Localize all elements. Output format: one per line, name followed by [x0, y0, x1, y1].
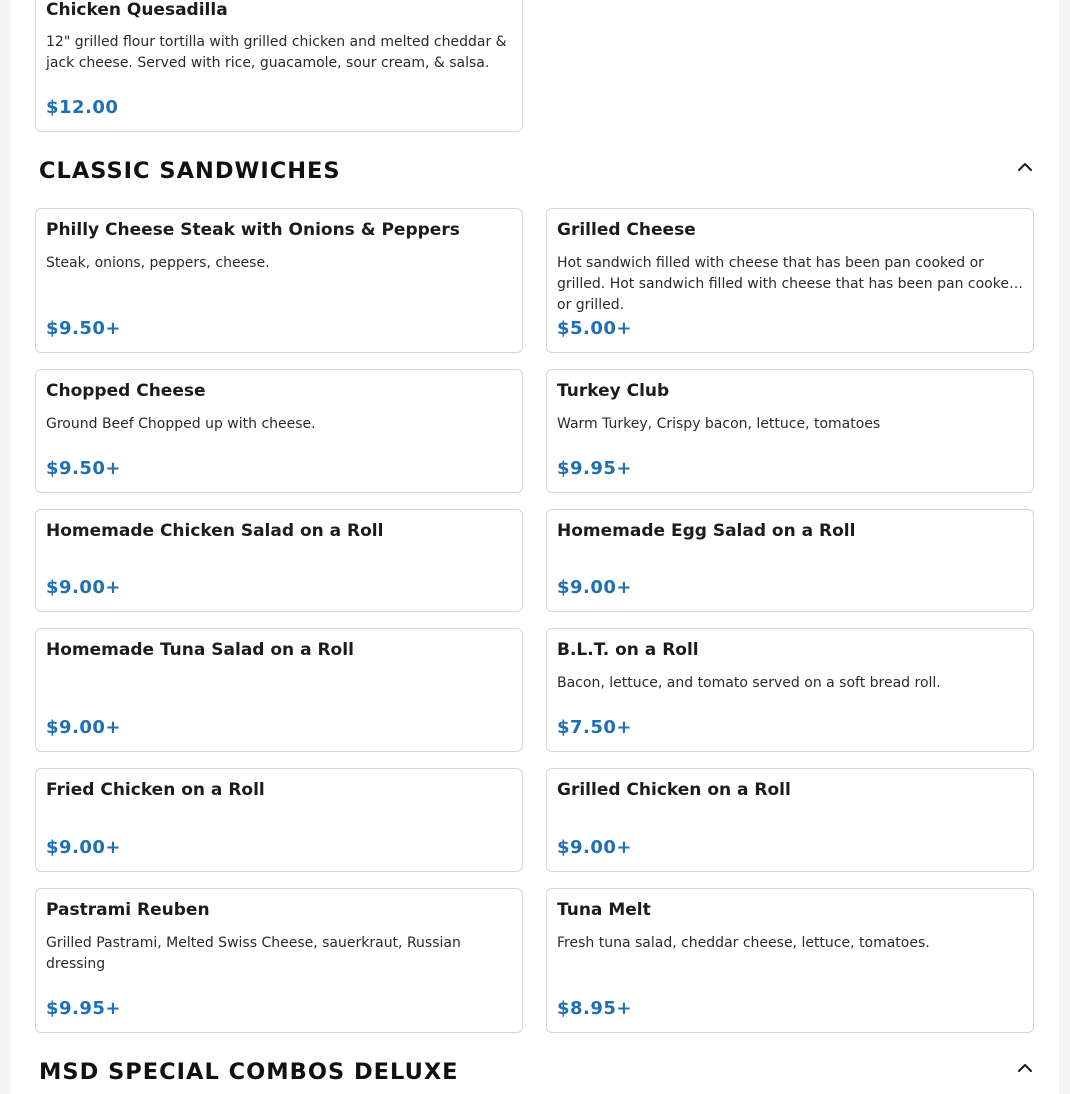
menu-item-name: B.L.T. on a Roll	[557, 640, 699, 660]
menu-item-card[interactable]	[35, 208, 523, 353]
chevron-up-icon[interactable]	[1014, 1056, 1036, 1078]
section-title: CLASSIC SANDWICHES	[39, 158, 341, 184]
chevron-up-icon[interactable]	[1014, 155, 1036, 177]
menu-item-price: $8.95+	[557, 998, 633, 1019]
menu-item-card[interactable]	[546, 509, 1034, 612]
menu-item-price: $9.50+	[46, 318, 122, 339]
menu-item-name: Pastrami Reuben	[46, 900, 210, 920]
menu-item-description: Ground Beef Chopped up with cheese.	[46, 416, 316, 432]
menu-item-card[interactable]	[546, 628, 1034, 752]
menu-item-card[interactable]	[35, 888, 523, 1033]
menu-item-name: Grilled Cheese	[557, 220, 696, 240]
menu-item-name: Chicken Quesadilla	[46, 0, 228, 20]
menu-item-description: Fresh tuna salad, cheddar cheese, lettuce, tomatoes.	[557, 935, 930, 951]
menu-item-name: Homemade Egg Salad on a Roll	[557, 521, 856, 541]
menu-item-card[interactable]	[35, 0, 523, 132]
menu-item-card[interactable]	[546, 768, 1034, 872]
menu-item-price: $12.00	[46, 97, 119, 118]
menu-item-card[interactable]	[546, 208, 1034, 353]
menu-item-price: $9.00+	[46, 837, 122, 858]
menu-page	[11, 0, 1059, 1094]
menu-item-price: $9.95+	[557, 458, 633, 479]
menu-item-description: Warm Turkey, Crispy bacon, lettuce, tomatoes	[557, 416, 881, 432]
menu-item-card[interactable]	[35, 509, 523, 612]
menu-item-name: Tuna Melt	[557, 900, 651, 920]
menu-item-card[interactable]	[35, 369, 523, 493]
menu-item-description: 12" grilled flour tortilla with grilled chicken and melted cheddar & jack cheese. Served with rice, guacamole, sour cream, & salsa.	[46, 34, 507, 71]
menu-item-price: $9.00+	[46, 577, 122, 598]
menu-item-name: Chopped Cheese	[46, 381, 206, 401]
menu-item-card[interactable]	[546, 888, 1034, 1033]
menu-item-price: $9.95+	[46, 998, 122, 1019]
menu-item-price: $9.00+	[557, 837, 633, 858]
menu-item-name: Turkey Club	[557, 381, 670, 401]
menu-item-description: Hot sandwich filled with cheese that has been pan cooked or grilled. Hot sandwich filled with cheese that has been pan cooked or grilled.	[557, 255, 1018, 313]
menu-item-description: Steak, onions, peppers, cheese.	[46, 255, 270, 271]
section-title: MSD SPECIAL COMBOS DELUXE	[39, 1059, 459, 1085]
menu-item-name: Philly Cheese Steak with Onions & Peppers	[46, 220, 460, 240]
menu-item-price: $7.50+	[557, 717, 633, 738]
menu-item-price: $9.50+	[46, 458, 122, 479]
menu-item-name: Homemade Chicken Salad on a Roll	[46, 521, 384, 541]
menu-item-card[interactable]	[35, 768, 523, 872]
menu-item-card[interactable]	[546, 369, 1034, 493]
menu-item-name: Homemade Tuna Salad on a Roll	[46, 640, 354, 660]
menu-item-price: $5.00+	[557, 318, 633, 339]
menu-item-card[interactable]	[35, 628, 523, 752]
menu-item-description: Bacon, lettuce, and tomato served on a soft bread roll.	[557, 675, 941, 691]
menu-item-description: Grilled Pastrami, Melted Swiss Cheese, sauerkraut, Russian dressing	[46, 935, 461, 972]
menu-item-price: $9.00+	[46, 717, 122, 738]
menu-item-price: $9.00+	[557, 577, 633, 598]
menu-item-name: Fried Chicken on a Roll	[46, 780, 265, 800]
menu-item-name: Grilled Chicken on a Roll	[557, 780, 791, 800]
